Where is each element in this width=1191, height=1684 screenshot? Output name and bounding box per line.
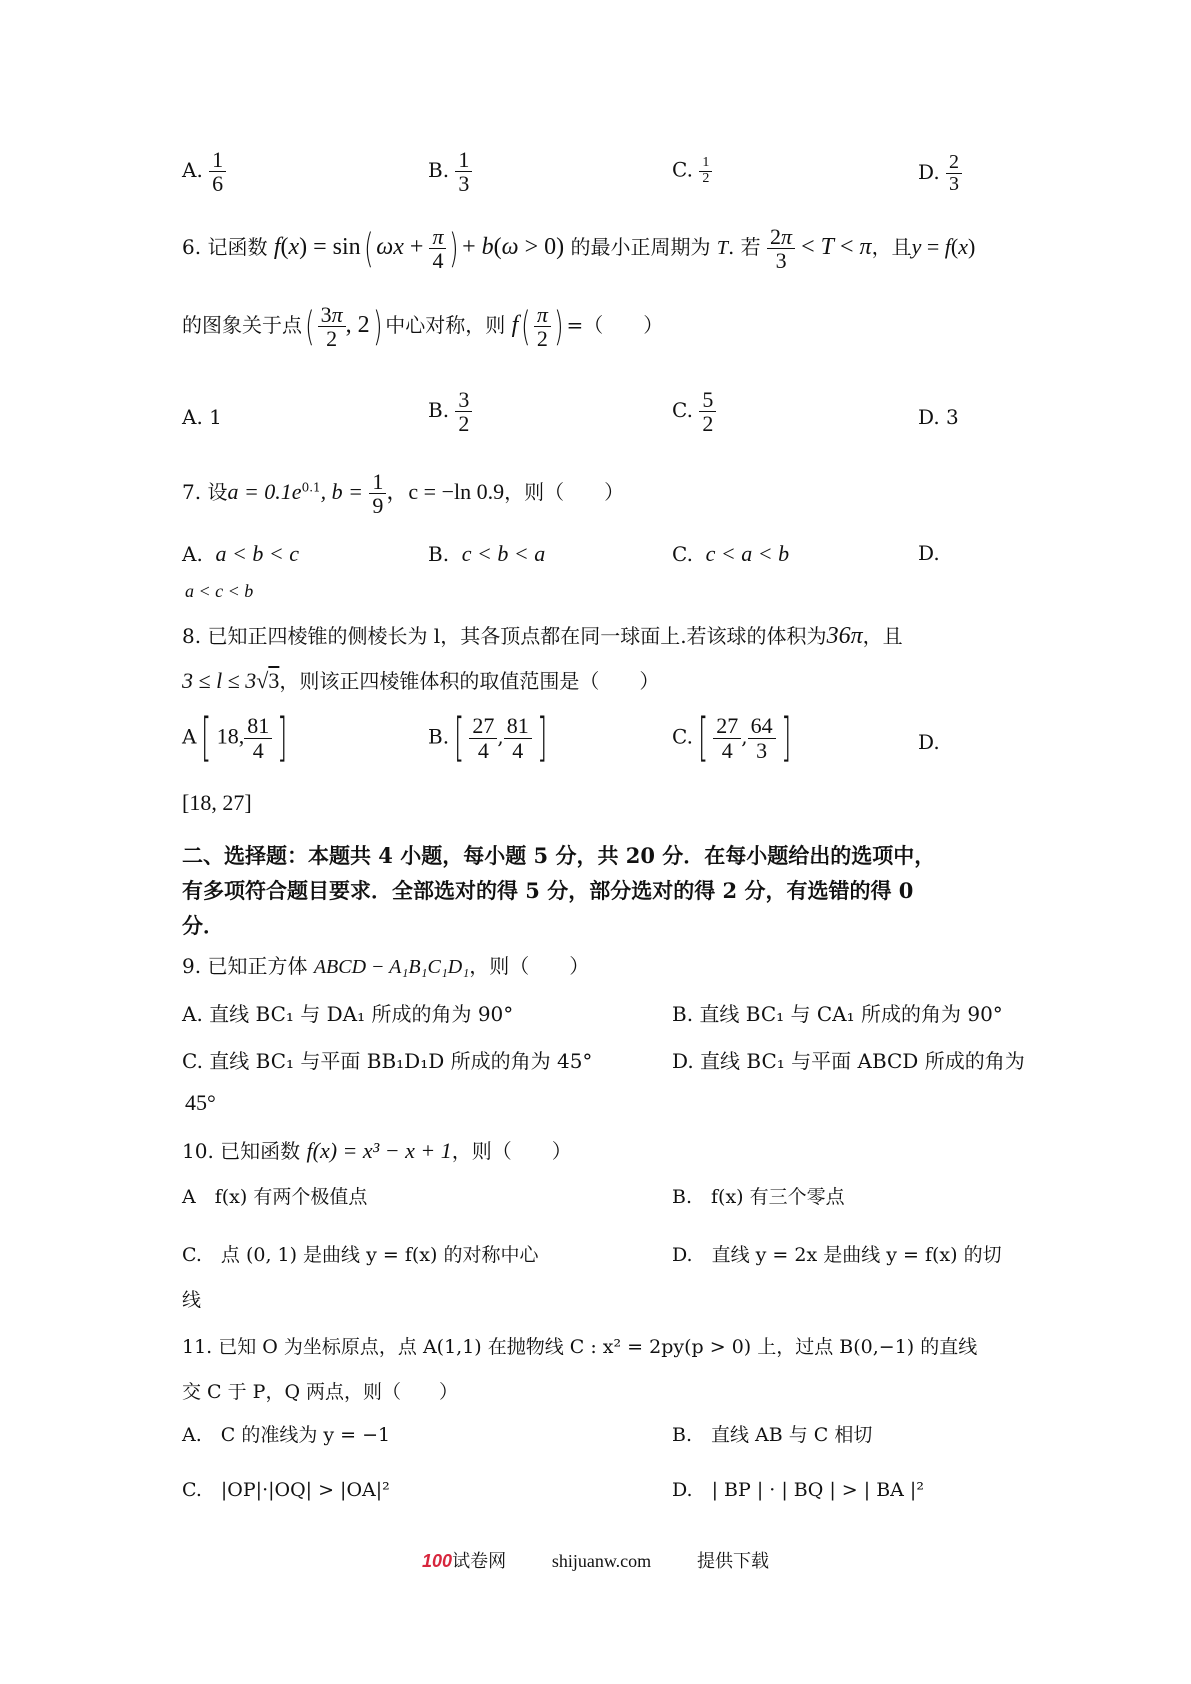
q10-option-a: A f(x) 有两个极值点 (182, 1186, 368, 1208)
q8-line1: 8. 已知正四棱锥的侧棱长为 l，其各顶点都在同一球面上.若该球的体积为36π，且 (182, 623, 903, 649)
q8-option-c: C.[ $\frac{27}{4}$ , $\frac{64}{3}$ ] (672, 708, 791, 768)
q10-option-c: C. 点 (0, 1) 是曲线 y = f(x) 的对称中心 (182, 1244, 539, 1266)
section2-line1: 二、选择题：本题共 4 小题，每小题 5 分，共 20 分．在每小题给出的选项中， (182, 843, 936, 868)
site-logo: 100 (422, 1551, 453, 1571)
q10-option-d: D. 直线 y = 2x 是曲线 y = f(x) 的切 (672, 1244, 1002, 1266)
q5-option-b: B. $\frac{1}{3}$ (428, 148, 472, 195)
q8-option-b: B.[ $\frac{27}{4}$ , $\frac{81}{4}$ ] (428, 708, 547, 768)
q11-line1: 11. 已知 O 为坐标原点，点 A(1,1) 在抛物线 C : x² = 2py(p > 0) 上，过点 B(0,−1) 的直线 (182, 1336, 978, 1358)
q6-line1: 6. 记函数 f(x) = sin( ωx + $\frac{\pi}{4}$ ) + b(ω > 0) 的最小正周期为 T. 若 $\frac{2\pi}{3}$ < T < π，且y = f(x) (182, 224, 976, 274)
q8-option-a: A[ 18, $\frac{81}{4}$ ] (182, 708, 288, 768)
q7-option-d: D. (918, 541, 940, 565)
q7-stem: 7. 设$a = 0.1e^{0.1}$, b = $\frac{1}{9}$ ，c = −ln 0.9，则（ ） (182, 469, 625, 519)
q11-option-b: B. 直线 AB 与 C 相切 (672, 1424, 873, 1446)
q11-line2: 交 C 于 P，Q 两点，则（ ） (182, 1381, 459, 1403)
q6-line2: 的图象关于点( $\frac{3\pi}{2}$ , 2) 中心对称，则 f( $\frac{\pi}{2}$ ) =（ ） (182, 302, 664, 352)
section2-line3: 分． (182, 913, 224, 938)
q8-option-d: D. (918, 730, 940, 754)
page-footer (0, 1547, 1191, 1573)
q6-option-c: C. $\frac{5}{2}$ (672, 388, 716, 435)
q11-option-d: D. | BP | · | BQ | > | BA |² (672, 1479, 924, 1501)
q7-option-a: A. a < b < c (182, 541, 299, 566)
footer-tail: 提供下载 (696, 1551, 769, 1572)
q11-option-a: A. C 的准线为 y = −1 (182, 1424, 391, 1446)
q9-option-d: D. 直线 BC₁ 与平面 ABCD 所成的角为 (672, 1049, 1025, 1073)
site-name: 试卷网 (452, 1551, 507, 1572)
q10-stem: 10. 已知函数 f(x) = x³ − x + 1，则（ ） (182, 1138, 572, 1163)
q6-option-a: A. 1 (182, 405, 222, 429)
q8-line2: 3 ≤ l ≤ 3√3，则该正四棱锥体积的取值范围是（ ） (182, 668, 660, 693)
site-url[interactable]: shijuanw.com (551, 1551, 652, 1571)
q9-option-c: C. 直线 BC₁ 与平面 BB₁D₁D 所成的角为 45° (182, 1049, 593, 1073)
q9-option-d-cont: 45° (185, 1090, 216, 1115)
q6-option-d: D. 3 (918, 405, 959, 429)
q11-option-c: C. |OP|·|OQ| > |OA|² (182, 1479, 390, 1501)
q6-option-b: B. $\frac{3}{2}$ (428, 388, 472, 435)
q5-option-a: A. $\frac{1}{6}$ (182, 148, 226, 195)
q9-option-b: B. 直线 BC₁ 与 CA₁ 所成的角为 90° (672, 1002, 1003, 1026)
q9-option-a: A. 直线 BC₁ 与 DA₁ 所成的角为 90° (182, 1002, 514, 1026)
section2-line2: 有多项符合题目要求．全部选对的得 5 分，部分选对的得 2 分，有选错的得 0 (182, 878, 914, 903)
q10-option-b: B. f(x) 有三个零点 (672, 1186, 845, 1208)
q7-option-d-value: a < c < b (185, 581, 254, 601)
q8-option-d-value: [18, 27] (182, 790, 252, 815)
q7-option-b: B. c < b < a (428, 541, 546, 566)
q5-option-c: C. $\frac{1}{2}$ (672, 156, 712, 186)
q9-stem: 9. 已知正方体 ABCD − A₁B₁C₁D₁，则（ ） (182, 954, 590, 978)
q5-option-d: D. $\frac{2}{3}$ (918, 152, 962, 195)
q10-option-d-cont: 线 (182, 1289, 202, 1311)
q7-option-c: C. c < a < b (672, 541, 790, 566)
